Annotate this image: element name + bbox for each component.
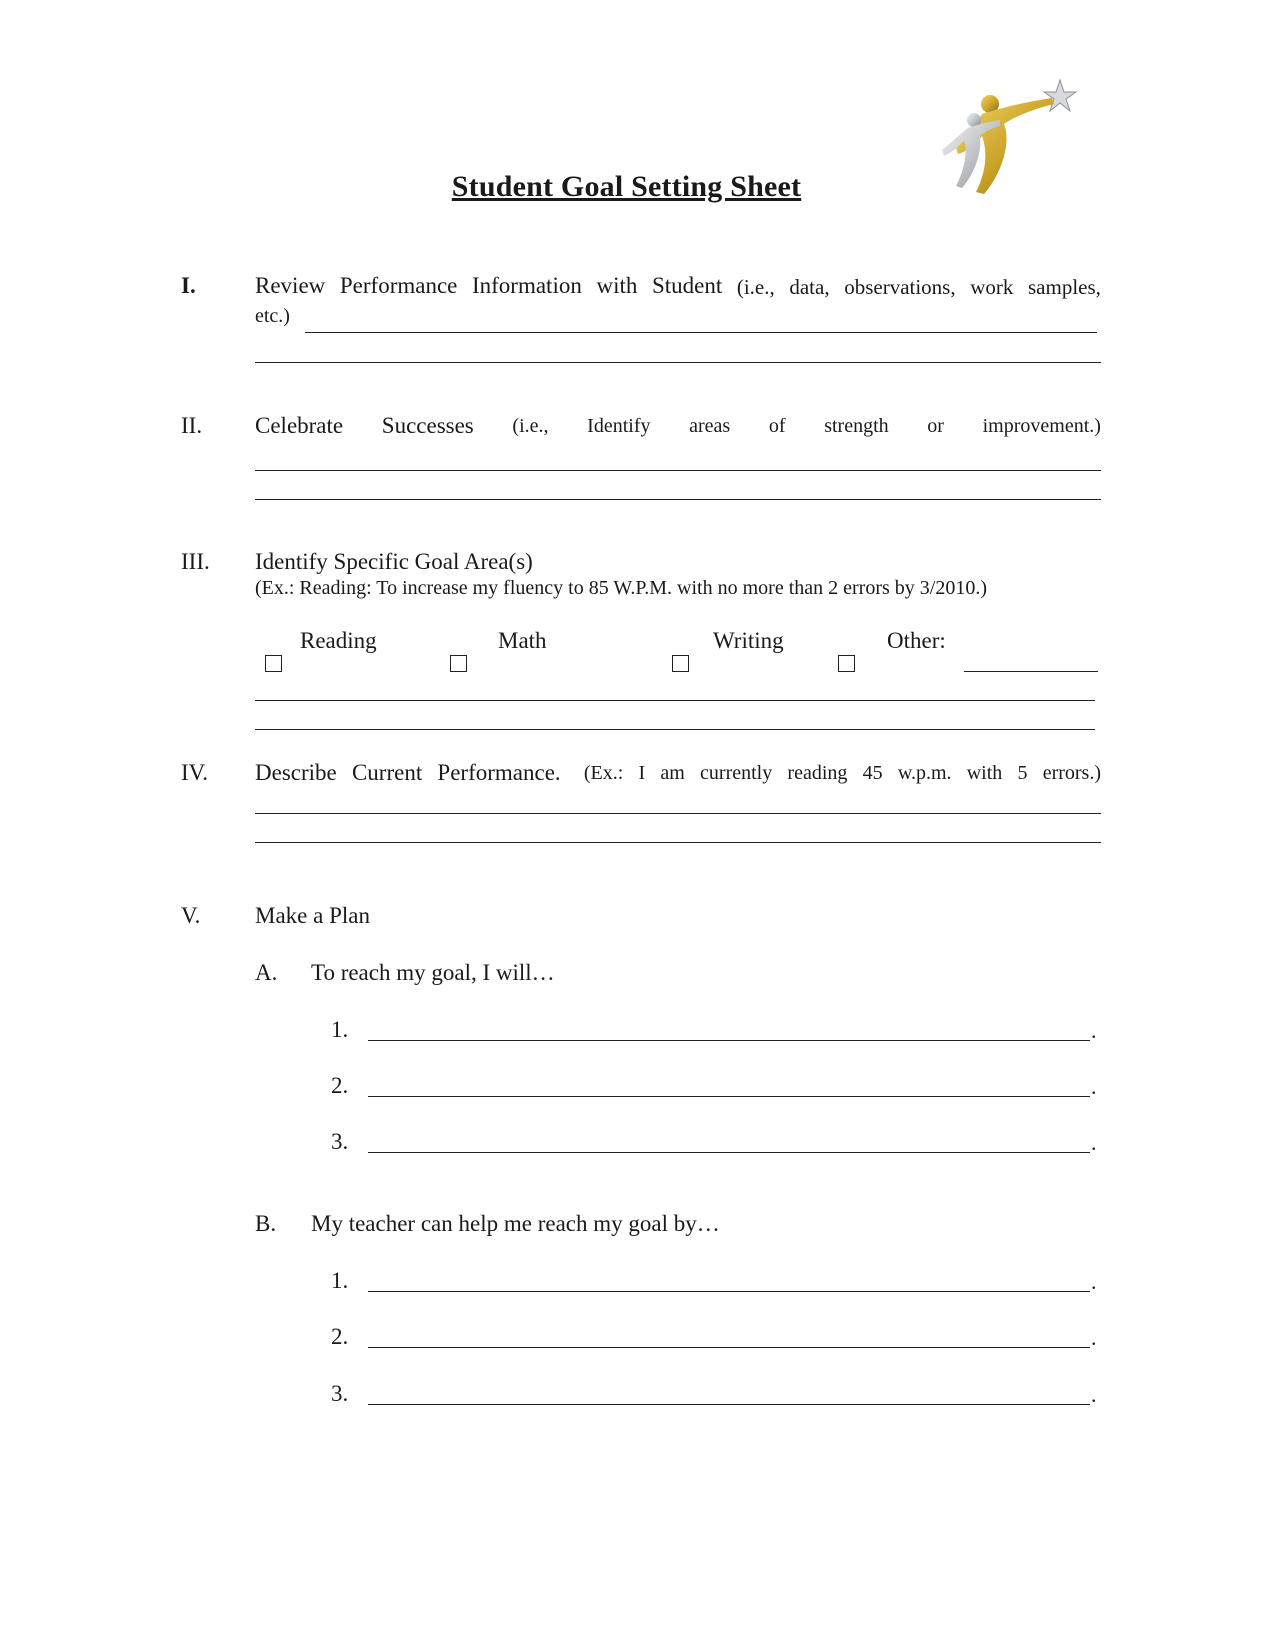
answer-line[interactable]: [255, 842, 1101, 843]
plan-a-item-number: 1.: [331, 1017, 349, 1042]
plan-a-item-number: 3.: [331, 1129, 349, 1154]
plan-b-item-number: 3.: [331, 1381, 349, 1406]
section-2-numeral: II.: [181, 413, 203, 438]
writing-checkbox[interactable]: [672, 655, 689, 672]
answer-line[interactable]: [255, 700, 1095, 701]
word: work: [970, 275, 1014, 299]
period: .: [1091, 1130, 1097, 1155]
word: with: [966, 762, 1003, 784]
word: areas: [689, 415, 731, 437]
reading-label: Reading: [300, 628, 377, 653]
section-1-numeral: I.: [181, 273, 196, 298]
plan-a-item-line[interactable]: [368, 1040, 1090, 1041]
word: observations,: [844, 275, 956, 299]
word: Review: [255, 273, 326, 298]
math-label: Math: [498, 628, 547, 653]
other-checkbox[interactable]: [838, 655, 855, 672]
period: .: [1091, 1325, 1097, 1350]
word: of: [768, 415, 786, 437]
answer-line[interactable]: [255, 813, 1101, 814]
word: Performance: [339, 273, 458, 298]
word: reading: [787, 762, 848, 784]
reading-checkbox[interactable]: [265, 655, 282, 672]
answer-line[interactable]: [305, 332, 1097, 333]
plan-b-item-line[interactable]: [368, 1347, 1090, 1348]
section-4-numeral: IV.: [181, 760, 209, 785]
word: w.p.m.: [897, 762, 952, 784]
other-label: Other:: [887, 628, 946, 653]
section-3-numeral: III.: [181, 549, 210, 574]
word: Celebrate: [255, 413, 344, 438]
answer-line[interactable]: [255, 729, 1095, 730]
plan-a-item-line[interactable]: [368, 1152, 1090, 1153]
writing-label: Writing: [713, 628, 784, 653]
plan-b-item-line[interactable]: [368, 1291, 1090, 1292]
plan-a-item-number: 2.: [331, 1073, 349, 1098]
section-5-heading: Make a Plan: [255, 903, 370, 928]
word: 45: [862, 762, 883, 784]
plan-a-item-line[interactable]: [368, 1096, 1090, 1097]
page-title: Student Goal Setting Sheet: [451, 170, 802, 203]
word: or: [927, 415, 944, 437]
plan-b-item-line[interactable]: [368, 1404, 1090, 1405]
word: Current: [351, 760, 423, 785]
section-1-etc: etc.): [255, 305, 290, 327]
math-checkbox[interactable]: [450, 655, 467, 672]
word: samples,: [1028, 275, 1101, 299]
section-3-heading: Identify Specific Goal Area(s): [255, 549, 533, 574]
word: data,: [789, 275, 830, 299]
section-5-numeral: V.: [181, 903, 201, 928]
word: am: [660, 762, 685, 784]
plan-b-letter: B.: [255, 1211, 277, 1236]
period: .: [1091, 1018, 1097, 1043]
period: .: [1091, 1269, 1097, 1294]
plan-a-text: To reach my goal, I will…: [311, 960, 555, 985]
period: .: [1091, 1382, 1097, 1407]
word: Student: [651, 273, 723, 298]
word: (i.e.,: [512, 415, 549, 437]
answer-line[interactable]: [255, 470, 1101, 471]
word: Describe: [255, 760, 337, 785]
plan-b-item-number: 2.: [331, 1324, 349, 1349]
answer-line[interactable]: [255, 499, 1101, 500]
other-input-line[interactable]: [964, 671, 1098, 672]
plan-b-text: My teacher can help me reach my goal by…: [311, 1211, 720, 1236]
plan-a-letter: A.: [255, 960, 278, 985]
word: 5: [1017, 762, 1028, 784]
word: I: [638, 762, 646, 784]
section-1-line1: [255, 273, 1101, 300]
plan-b-item-number: 1.: [331, 1268, 349, 1293]
word: strength: [824, 415, 889, 437]
section-2-line: [255, 413, 1101, 439]
word: (Ex.:: [583, 762, 624, 784]
word: improvement.): [982, 415, 1101, 437]
word: with: [596, 273, 638, 298]
word: Information: [471, 273, 582, 298]
answer-line[interactable]: [255, 362, 1101, 363]
section-3-example: (Ex.: Reading: To increase my fluency to 85 W.P.M. with no more than 2 errors by 3/2010.): [255, 577, 988, 599]
section-4-line: [255, 760, 1101, 786]
word: errors.): [1042, 762, 1101, 784]
period: .: [1091, 1074, 1097, 1099]
word: Identify: [587, 415, 651, 437]
word: Successes: [381, 413, 474, 438]
word: Performance.: [437, 760, 561, 785]
word: (i.e.,: [736, 275, 775, 299]
word: currently: [700, 762, 773, 784]
